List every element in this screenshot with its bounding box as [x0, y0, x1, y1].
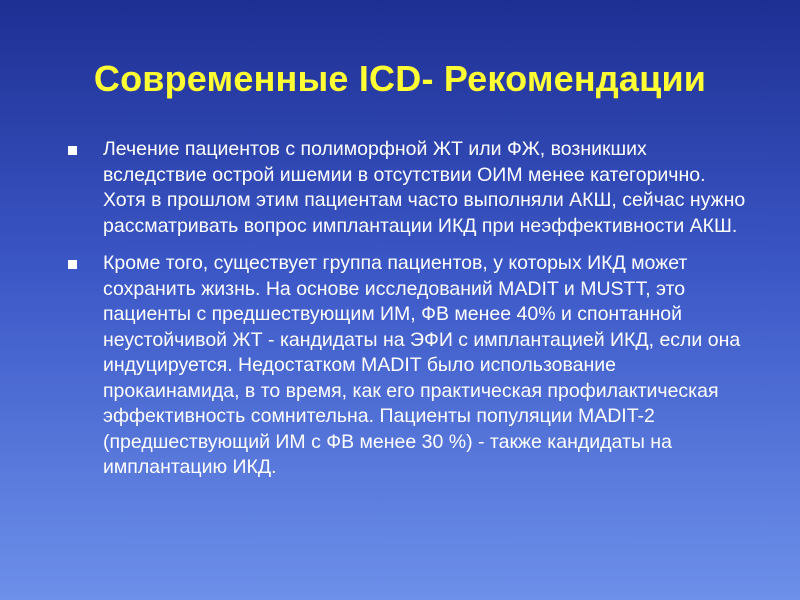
bullet-text: Кроме того, существует группа пациентов, у которых ИКД может сохранить жизнь. На основе исследований MADIT и MUSTT, это пациенты с предшествующим ИМ, ФВ менее 40% и спонтанной неустойчивой ЖТ - кандидаты на ЭФИ с имплантацией ИКД, если она индуцируется. Недостатком MADIT было использование прокаинамида, в то время, как его практическая профилактическая эффективность сомнительна. Пациенты популяции MADIT-2 (предшествующий ИМ с ФВ менее 30 %) - также кандидаты на имплантацию ИКД. [103, 252, 741, 478]
slide-title: Современные ICD- Рекомендации [93, 58, 707, 99]
bullet-item [66, 137, 746, 239]
bullet-item [66, 251, 746, 481]
bullet-list [66, 137, 746, 493]
square-bullet-icon [68, 146, 77, 155]
square-bullet-icon [68, 260, 77, 269]
bullet-text: Лечение пациентов с полиморфной ЖТ или ФЖ, возникших вследствие острой ишемии в отсутствии ОИМ менее категорично. Хотя в прошлом этим пациентам часто выполняли АКШ, сейчас нужно рассматривать вопрос имплантации ИКД при неэффективности АКШ. [103, 138, 746, 237]
